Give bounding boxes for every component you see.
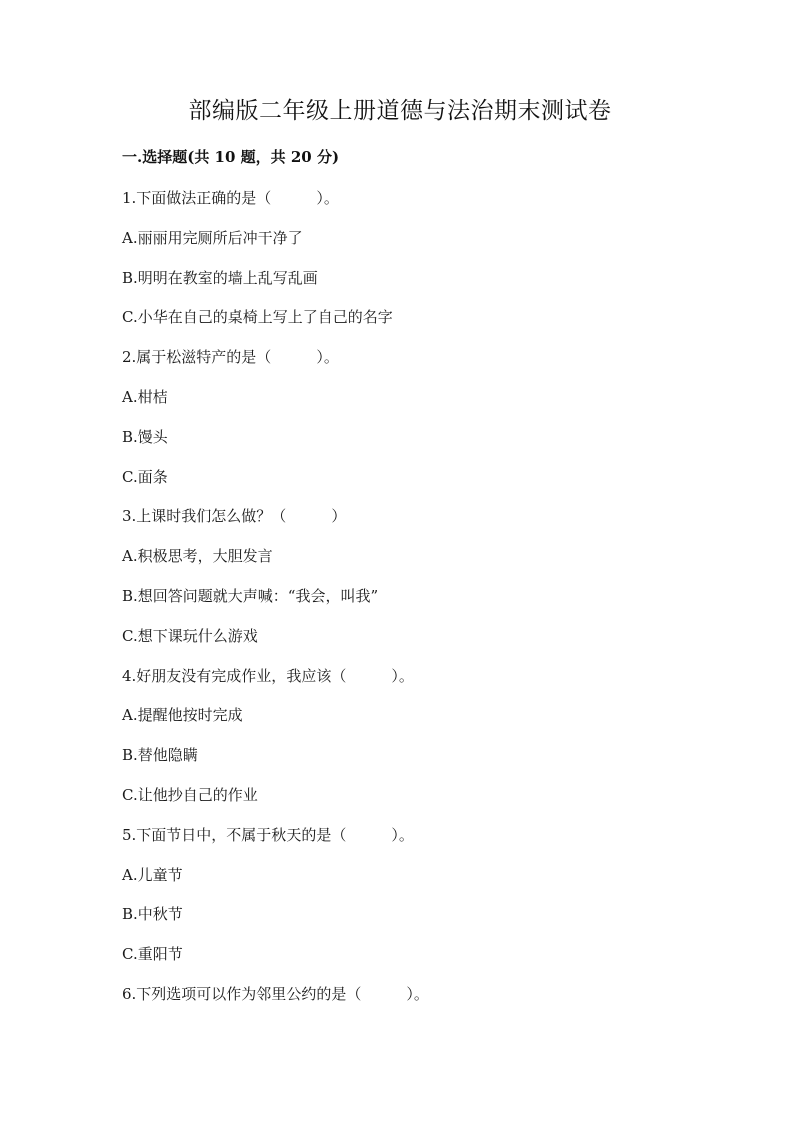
- page-title: 部编版二年级上册道德与法治期末测试卷: [188, 98, 612, 124]
- question-2-option-b: B.馒头: [122, 427, 168, 446]
- question-2-stem: 2.属于松滋特产的是（ ）。: [122, 348, 339, 367]
- question-4-option-a: A.提醒他按时完成: [122, 706, 243, 725]
- question-5-option-a: A.儿童节: [122, 865, 183, 884]
- question-5-option-c: C.重阳节: [122, 945, 183, 964]
- question-1-option-a: A.丽丽用完厕所后冲干净了: [122, 228, 303, 247]
- question-3-option-c: C.想下课玩什么游戏: [122, 626, 258, 645]
- question-5-stem: 5.下面节日中，不属于秋天的是（ ）。: [122, 825, 414, 844]
- question-1-stem: 1.下面做法正确的是（ ）。: [122, 189, 339, 207]
- question-3-option-a: A.积极思考，大胆发言: [122, 547, 273, 566]
- question-6-stem: 6.下列选项可以作为邻里公约的是（ ）。: [122, 984, 429, 1003]
- question-4-stem: 4.好朋友没有完成作业，我应该（ ）。: [122, 666, 414, 685]
- question-2-option-a: A.柑桔: [122, 387, 168, 406]
- question-3-option-b: B.想回答问题就大声喊：“我会，叫我”: [122, 586, 379, 605]
- question-1-option-b: B.明明在教室的墙上乱写乱画: [122, 268, 318, 287]
- question-1-option-c: C.小华在自己的桌椅上写上了自己的名字: [122, 308, 393, 327]
- question-2-option-c: C.面条: [122, 467, 168, 486]
- question-4-option-b: B.替他隐瞒: [122, 746, 198, 765]
- section-heading: 一.选择题(共 10 题，共 20 分): [122, 148, 340, 166]
- question-3-stem: 3.上课时我们怎么做？（ ）: [122, 507, 347, 526]
- question-5-option-b: B.中秋节: [122, 905, 183, 924]
- question-list: [122, 186, 722, 1022]
- question-4-option-c: C.让他抄自己的作业: [122, 785, 258, 804]
